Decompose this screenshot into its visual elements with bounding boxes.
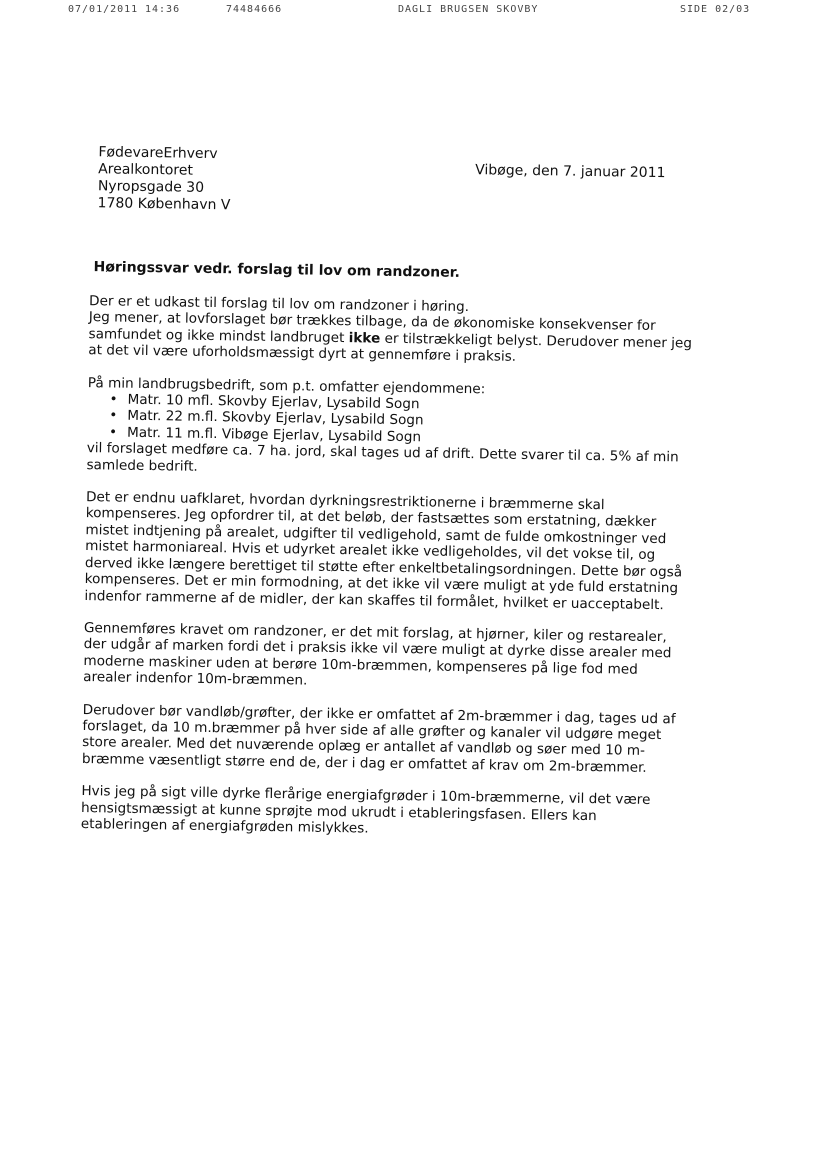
fax-sender: DAGLI BRUGSEN SKOVBY xyxy=(398,4,539,15)
property-item: • Matr. 22 m.fl. Skovby Ejerlav, Lysabild Sogn xyxy=(109,408,692,434)
recipient-line: Nyropsgade 30 xyxy=(97,178,205,196)
ditches-paragraph: Derudover bør vandløb/grøfter, der ikke er omfattet af 2m-bræmmer i dag, tages ud af forslaget, da 10 m.bræmmer på hver side af alle grøfter og kanaler vil udgøre meget store arealer. Med det nuværende oplæg er antallet af vandløb og søer med 10 m-bræmme væsentligt større end de, der i dag er omfattet af krav om 2m-bræmmer. xyxy=(81,701,676,776)
fax-time: 14:36 xyxy=(145,4,181,15)
compensation-paragraph: Det er endnu uafklaret, hvordan dyrkningsrestriktionerne i bræmmerne skal kompenseres. Jeg opfordrer til, at det beløb, der fastsættes som erstatning, dækker mistet indtjening på arealet, udgifter til vedligehold, samt de fulde omkostninger ved mistet harmoniareal. Hvis et udyrket arealet ikke vedligeholdes, vil det vokse til, og derved ikke længere berettiget til støtte efter enkeltbetalingsordningen. Dette bør også kompenseres. Det er min formodning, at det ikke vil være muligt at yde fuld erstatning indenfor rammerne af de midler, der kan skaffes til formålet, hvilket er uacceptabelt. xyxy=(84,489,683,613)
letter-date: Vibøge, den 7. januar 2011 xyxy=(475,162,666,182)
recipient-line: FødevareErhverv xyxy=(98,144,218,163)
letter-body xyxy=(80,293,694,858)
letter-subject: Høringssvar vedr. forslag til lov om randzoner. xyxy=(93,259,461,281)
corners-paragraph: Gennemføres kravet om randzoner, er det mit forslag, at hjørner, kiler og restarealer, der udgår af marken fordi det i praksis ikke vil være muligt at dyrke disse arealer med moderne maskiner uden at berøre 10m-bræmmen, kompenseres på lige fod med arealer indenfor 10m-bræmmen. xyxy=(83,619,672,689)
intro-text: Jeg mener, at lovforslaget bør trækkes tilbage, da de økonomiske konsekvenser for samfundet og ikke mindst landbruget xyxy=(88,309,656,346)
property-item: • Matr. 10 mfl. Skovby Ejerlav, Lysabild Sogn xyxy=(109,391,692,417)
intro-line: Der er et udkast til forslag til lov om randzoner i høring. xyxy=(88,293,470,316)
recipient-line: Arealkontoret xyxy=(98,161,194,179)
fax-date: 07/01/2011 xyxy=(68,4,139,15)
intro-emphasis: ikke xyxy=(348,329,381,347)
land-intro: På min landbrugsbedrift, som p.t. omfatter ejendommene: xyxy=(87,374,486,397)
fax-phone: 74484666 xyxy=(226,4,283,15)
property-list xyxy=(87,391,693,450)
fax-page: SIDE 02/03 xyxy=(680,4,751,15)
intro-text-end: er tilstrækkeligt belyst. Derudover mener jeg at det vil være uforholdsmæssigt dyrt at gennemføre i praksis. xyxy=(88,330,693,366)
recipient-address xyxy=(97,144,231,214)
intro-paragraph xyxy=(88,293,694,368)
land-section xyxy=(86,375,692,483)
recipient-line: 1780 København V xyxy=(97,195,231,214)
energy-crops-paragraph: Hvis jeg på sigt ville dyrke flerårige energiafgrøder i 10m-bræmmerne, vil det være hensigtsmæssigt at kunne sprøjte mod ukrudt i etableringsfasen. Ellers kan etableringen af energiafgrøden mislykkes. xyxy=(80,783,651,837)
land-outro: vil forslaget medføre ca. 7 ha. jord, skal tages ud af drift. Dette svarer til ca. 5% af min samlede bedrift. xyxy=(86,440,679,475)
property-item: • Matr. 11 m.fl. Vibøge Ejerlav, Lysabild Sogn xyxy=(109,424,692,450)
